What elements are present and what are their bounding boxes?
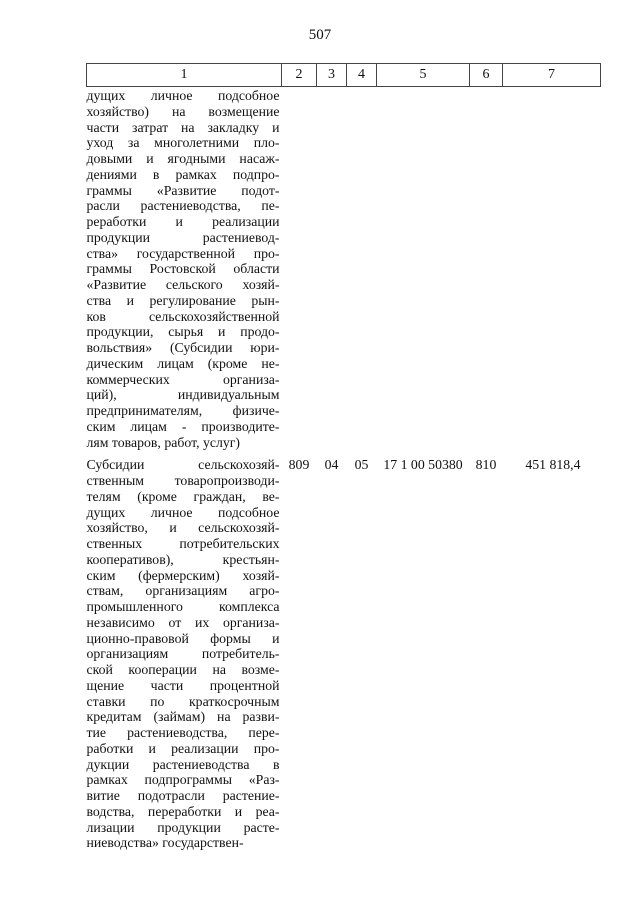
text-line: довыми и ягодными насаж- [86, 151, 280, 166]
text-line: предпринимателям, физиче- [86, 403, 280, 418]
text-line: лизации продукции расте- [86, 819, 280, 835]
column-header-6: 6 [470, 64, 503, 87]
text-line: хозяйство, и сельскохозяй- [86, 520, 280, 536]
row-description [87, 457, 282, 851]
text-line: ций), индивидуальным [86, 387, 280, 403]
text-line: лям товаров, работ, услуг) [86, 434, 241, 450]
text-line: граммы «Развитие подот- [86, 182, 280, 198]
section-cell: 04 [324, 457, 339, 473]
text-line: водства, переработки и реа- [86, 803, 280, 819]
text-line: телям (кроме граждан, ве- [86, 488, 280, 504]
text-line: рамках подпрограммы «Раз- [86, 772, 280, 788]
text-line: ционно-правовой формы и [86, 630, 280, 646]
column-number-row [87, 64, 601, 87]
text-line: продукции, сырья и продо- [86, 324, 280, 340]
text-line: коммерческих организа- [86, 371, 280, 387]
text-line: организациям потребитель- [86, 646, 280, 662]
table-row [87, 457, 601, 851]
budget-table [86, 63, 601, 851]
target-article-cell [377, 87, 470, 458]
text-line: ственным товаропроизводи- [86, 473, 280, 488]
row-description [87, 87, 282, 458]
text-line: дическим лицам (кроме не- [86, 355, 280, 371]
text-line: кредитам (займам) на разви- [86, 709, 280, 725]
column-header-7: 7 [503, 64, 601, 87]
text-line: дениями в рамках подпро- [86, 166, 280, 182]
text-line: витие подотрасли растение- [86, 788, 280, 803]
text-line: уход за многолетними пло- [86, 135, 280, 151]
text-line: ставки по краткосрочным [86, 693, 280, 709]
section-cell [317, 87, 347, 458]
text-line: реработки и реализации [86, 214, 280, 229]
column-header-2: 2 [282, 64, 317, 87]
text-line: ским (фермерским) хозяй- [86, 567, 280, 583]
column-header-1: 1 [87, 64, 282, 87]
text-line: ства» государственной про- [86, 245, 280, 261]
text-line: вольствия» (Субсидии юри- [86, 340, 280, 355]
ministry-code-cell [282, 87, 317, 458]
text-line: тие растениеводства, пере- [86, 725, 280, 740]
text-line: ским лицам - производите- [86, 418, 280, 434]
text-line: промышленного комплекса [86, 599, 280, 614]
text-line: Субсидии сельскохозяй- [86, 457, 280, 473]
table-row [87, 87, 601, 458]
text-line: ской кооперации на возме- [86, 662, 280, 677]
text-line: продукции растениевод- [86, 229, 280, 245]
text-line: независимо от их организа- [86, 614, 280, 630]
text-line: расли растениеводства, пе- [86, 198, 280, 214]
text-line: «Развитие сельского хозяй- [86, 277, 280, 292]
text-line: ства и регулирование рын- [86, 292, 280, 308]
text-line: щение части процентной [86, 677, 280, 693]
subsection-cell [347, 87, 377, 458]
text-line: дущих личное подсобное [86, 88, 280, 103]
ministry-code-cell: 809 [288, 457, 310, 473]
amount-cell [503, 87, 601, 458]
column-header-3: 3 [317, 64, 347, 87]
text-line: дукции растениеводства в [86, 756, 280, 772]
text-line: ствам, организациям агро- [86, 583, 280, 599]
text-line: ков сельскохозяйственной [86, 308, 280, 324]
text-line: дущих личное подсобное [86, 504, 280, 520]
subsection-cell: 05 [354, 457, 369, 473]
column-header-5: 5 [377, 64, 470, 87]
text-line: части затрат на закладку и [86, 119, 280, 135]
text-line: работки и реализации про- [86, 740, 280, 756]
text-line: хозяйство) на возмещение [86, 103, 280, 119]
text-line: ниеводства» государствен- [86, 835, 244, 851]
expense-type-cell: 810 [475, 457, 497, 473]
text-line: кооперативов), крестьян- [86, 551, 280, 567]
text-line: ственных потребительских [86, 536, 280, 551]
column-header-4: 4 [347, 64, 377, 87]
amount-cell: 451 818,4 [525, 457, 581, 473]
text-line: граммы Ростовской области [86, 261, 280, 277]
page-number: 507 [308, 27, 332, 43]
expense-type-cell [470, 87, 503, 458]
target-article-cell: 17 1 00 50380 [383, 457, 463, 473]
